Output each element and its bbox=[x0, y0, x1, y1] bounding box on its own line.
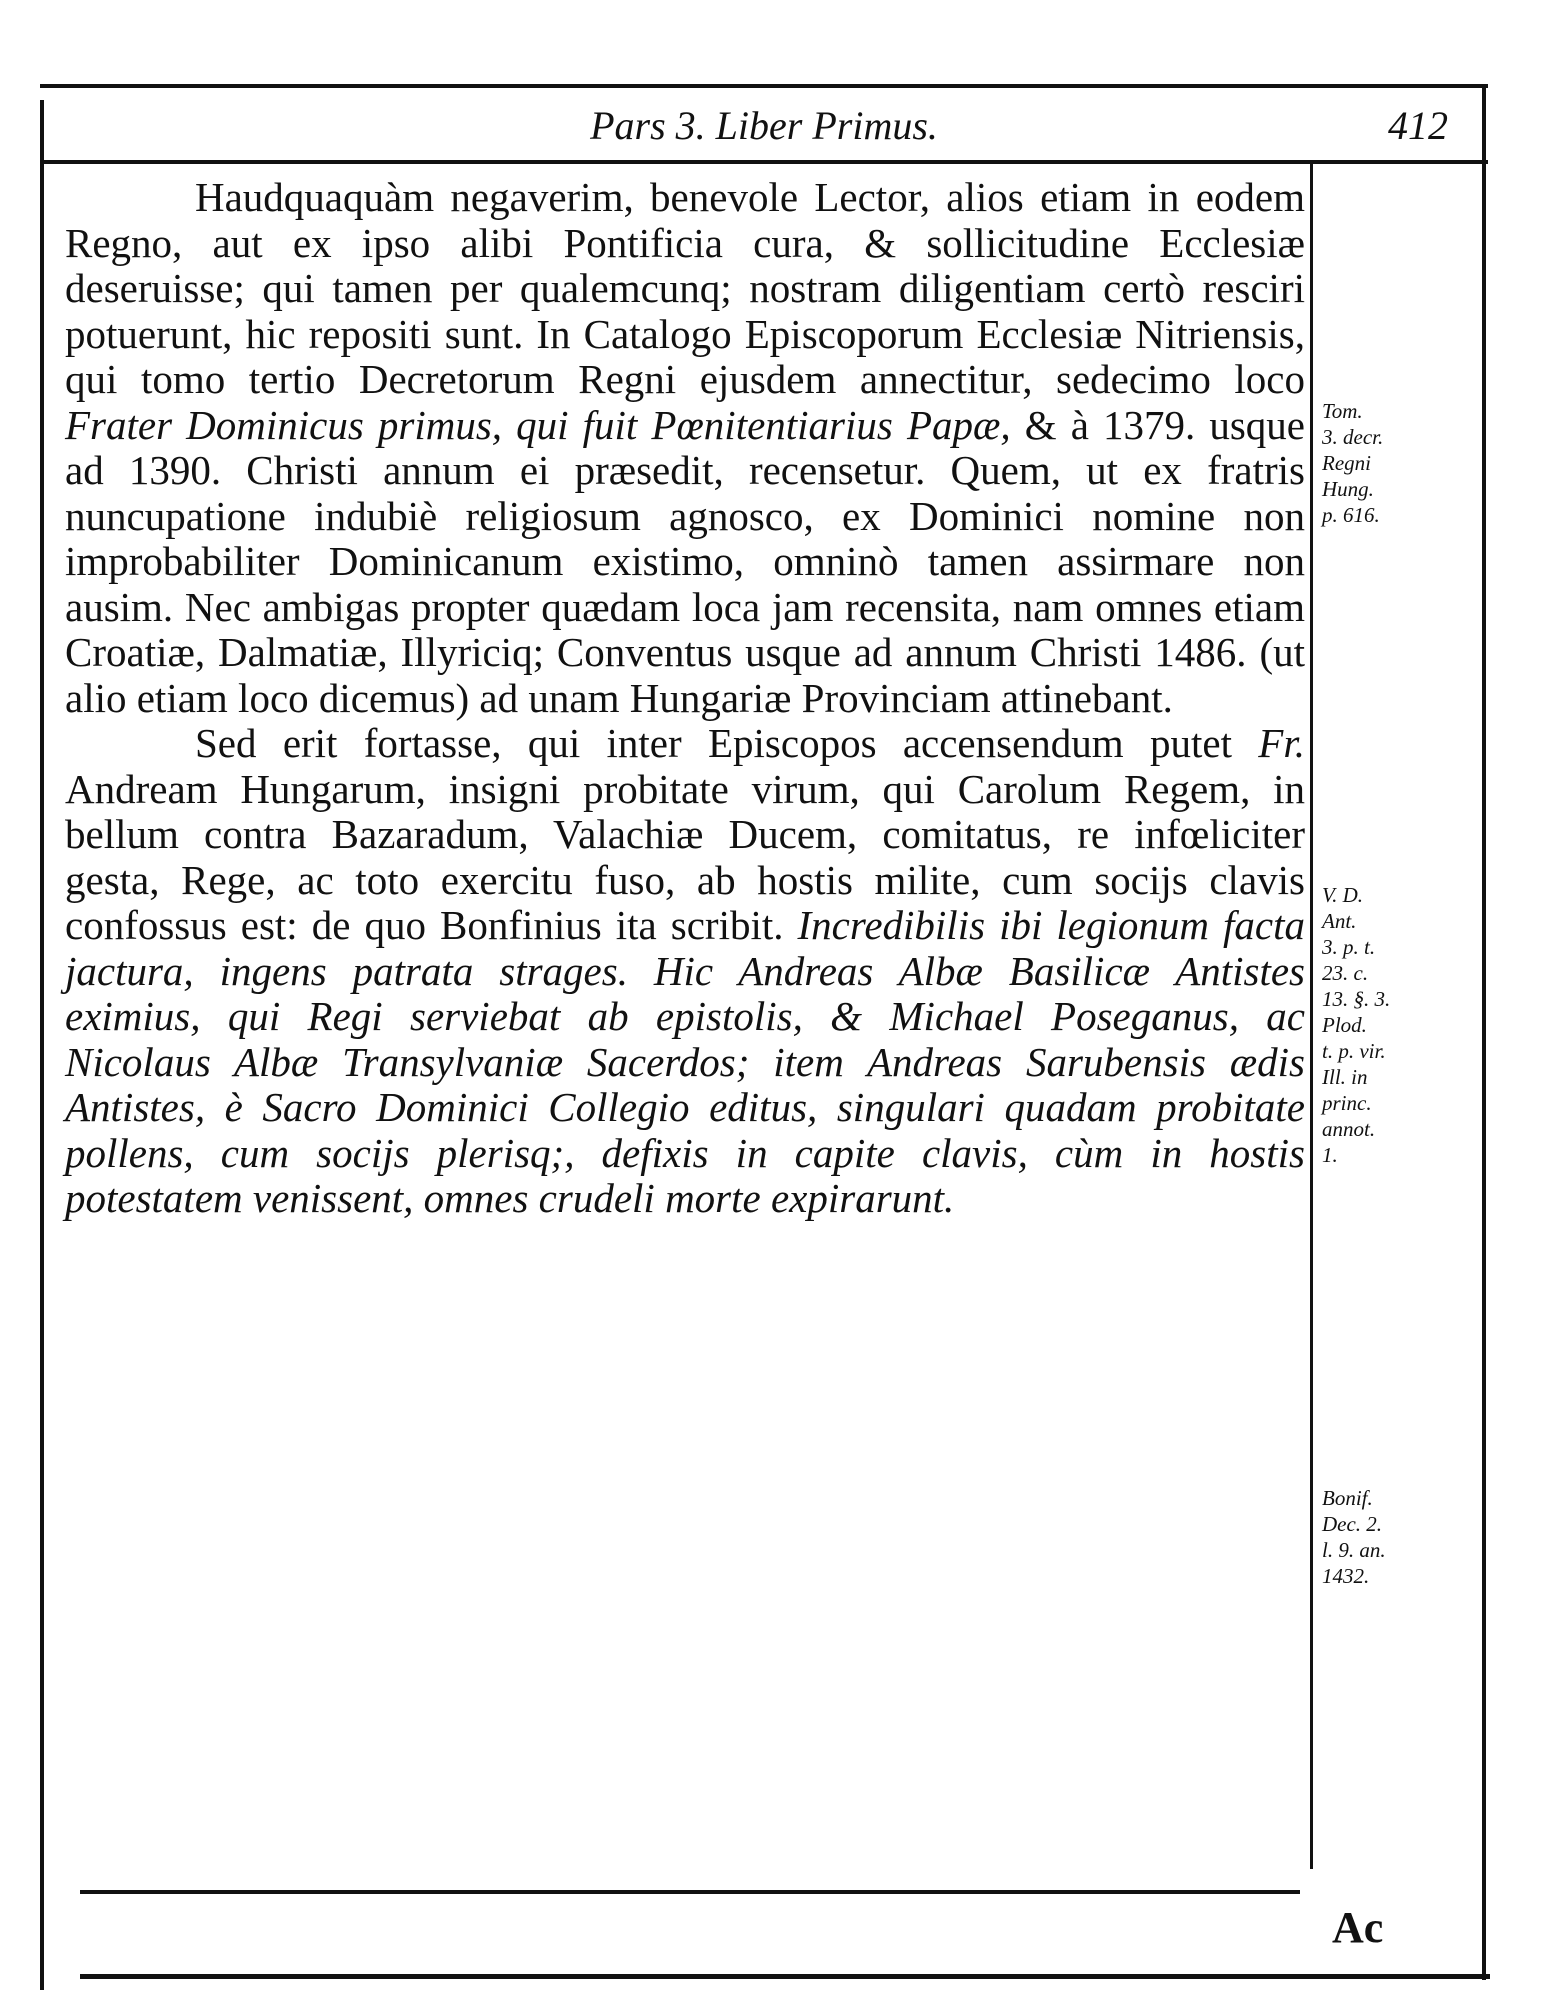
paragraph-1-italic: Frater Dominicus primus, qui fuit Pœnitentiarius Papæ, bbox=[65, 401, 1011, 448]
paragraph-1-text-c: & à 1379. usque ad 1390. Christi annum ei præsedit, recensetur. Quem, ut ex fratris nuncupatione indubiè religiosum agnosco, ex Dominici nomine non improbabiliter Dominicanum existimo, omninò tamen assirmare non ausim. Nec ambigas propter quædam loca jam recensita, nam omnes etiam Croatiæ, Dalmatiæ, Illyriciq; Conventus usque ad annum Christi 1486. (ut alio etiam loco dicemus) ad unam Hungariæ Provinciam attinebant. bbox=[65, 401, 1305, 721]
margin-note-3: Bonif. Dec. 2. l. 9. an. 1432. bbox=[1322, 1486, 1386, 1588]
right-border bbox=[1482, 84, 1486, 1980]
paragraph-1 bbox=[65, 175, 1305, 721]
footer-rule bbox=[80, 1890, 1300, 1894]
paragraph-2 bbox=[65, 721, 1305, 1222]
paragraph-2-abbrev: Fr. bbox=[1258, 720, 1305, 766]
top-rule bbox=[40, 84, 1488, 88]
left-border bbox=[40, 100, 44, 1990]
bottom-rule bbox=[80, 1974, 1490, 1979]
page-number: 412 bbox=[1388, 103, 1448, 148]
catchword: Ac bbox=[1332, 1903, 1384, 1952]
running-title: Pars 3. Liber Primus. bbox=[590, 103, 938, 148]
main-text bbox=[65, 175, 1305, 1222]
paragraph-2-text-a: Sed erit fortasse, qui inter Episcopos accensendum putet bbox=[195, 720, 1259, 766]
paragraph-2-quotation: Incredibilis ibi legionum facta jactura, ingens patrata strages. Hic Andreas Albæ Basilicæ Antistes eximius, qui Regi serviebat ab epistolis, & Michael Poseganus, ac Nicolaus Albæ Transylvaniæ Sacerdos; item Andreas Sarubensis ædis Antistes, è Sacro Dominici Collegio editus, singulari quadam probitate pollens, cum socijs plerisq;, defixis in capite clavis, cùm in hostis potestatem venissent, omnes crudeli morte expirarunt. bbox=[65, 902, 1305, 1221]
margin-note-1: Tom. 3. decr. Regni Hung. p. 616. bbox=[1322, 399, 1384, 527]
paragraph-2-text-c: Andream Hungarum, insigni probitate virum, qui Carolum Regem, in bellum contra Bazaradum, Valachiæ Ducem, comitatus, re infœliciter gesta, Rege, ac toto exercitu fuso, ab hostis milite, cum socijs clavis confossus est: de quo Bonfinius ita scribit. bbox=[65, 765, 1305, 948]
margin-note-2: V. D. Ant. 3. p. t. 23. c. 13. §. 3. Plod. t. p. vir. Ill. in princ. annot. 1. bbox=[1322, 883, 1391, 1167]
header-rule bbox=[40, 160, 1488, 164]
margin-divider bbox=[1310, 164, 1313, 1869]
paragraph-1-text-a: Haudquaquàm negaverim, benevole Lector, alios etiam in eodem Regno, aut ex ipso alibi Pontificia cura, & sollicitudine Ecclesiæ deseruisse; qui tamen per qualemcunq; nostram diligentiam certò resciri potuerunt, hic repositi sunt. In Catalogo Episcoporum Ecclesiæ Nitriensis, qui tomo tertio Decretorum Regni ejusdem annectitur, sedecimo loco bbox=[65, 174, 1305, 402]
running-head bbox=[40, 98, 1488, 154]
